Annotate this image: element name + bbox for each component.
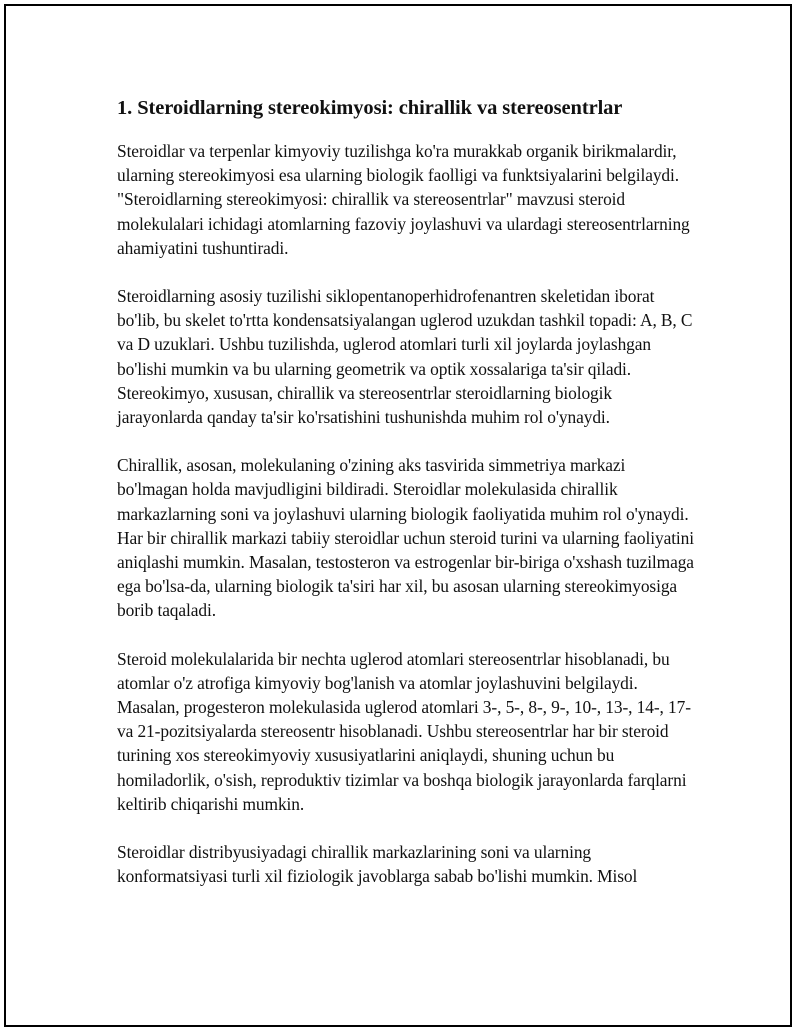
paragraph-stereocenters: Steroid molekulalarida bir nechta uglerod atomlari stereosentrlar hisoblanadi, bu atomlar o'z atrofiga kimyoviy bog'lanish va atomlar joylashuvini belgilaydi. Masalan, progesteron molekulasida uglerod atomlari 3-, 5-, 8-, 9-, 10-, 13-, 14-, 17-va 21-pozitsiyalarda stereosentr hisoblanadi. Ushbu stereosentrlar har bir steroid turining xos stereokimyoviy xususiyatlarini aniqlaydi, shuning uchun bu homiladorlik, o'sish, reproduktiv tizimlar va boshqa biologik jarayonlarda farqlarni keltirib chiqarishi mumkin.: [117, 648, 691, 814]
paragraph-structure: Steroidlarning asosiy tuzilishi siklopentanoperhidrofenantren skeletidan iborat bo'lib, bu skelet to'rtta kondensatsiyalangan uglerod uzukdan tashkil topadi: A, B, C va D uzuklari. Ushbu tuzilishda, uglerod atomlari turli xil joylarda joylashgan bo'lishi mumkin va bu ularning geometrik va optik xossalariga ta'sir qiladi. Stereokimyo, xususan, chirallik va stereosentrlar steroidlarning biologik jarayonlarda qanday ta'sir ko'rsatishini tushunishda muhim rol o'ynaydi.: [117, 286, 693, 428]
document-body: [117, 94, 697, 912]
paragraph-distribution: Steroidlar distribyusiyadagi chirallik markazlarining soni va ularning konformatsiyasi turli xil fiziologik javoblarga sabab bo'lishi mumkin. Misol: [117, 842, 638, 887]
paragraph-intro: Steroidlar va terpenlar kimyoviy tuzilishga ko'ra murakkab organik birikmalardir, ularning stereokimyosi esa ularning biologik faolligi va funktsiyalarini belgilaydi. "Steroidlarning stereokimyosi: chirallik va stereosentrlar" mavzusi steroid molekulalari ichidagi atomlarning fazoviy joylashuvi va ulardagi stereosentrlarning ahamiyatini tushuntiradi.: [117, 141, 690, 258]
paragraph-chirality: Chirallik, asosan, molekulaning o'zining aks tasvirida simmetriya markazi bo'lmagan holda mavjudligini bildiradi. Steroidlar molekulasida chirallik markazlarning soni va joylashuvi ularning biologik faoliyatida muhim rol o'ynaydi. Har bir chirallik markazi tabiiy steroidlar uchun steroid turini va ularning faoliyatini aniqlashi mumkin. Masalan, testosteron va estrogenlar bir-biriga o'xshash tuzilmaga ega bo'lsa-da, ularning biologik ta'siri har xil, bu asosan ularning stereokimyosiga borib taqaladi.: [117, 455, 694, 621]
section-title: 1. Steroidlarning stereokimyosi: chirallik va stereosentrlar: [117, 97, 623, 119]
